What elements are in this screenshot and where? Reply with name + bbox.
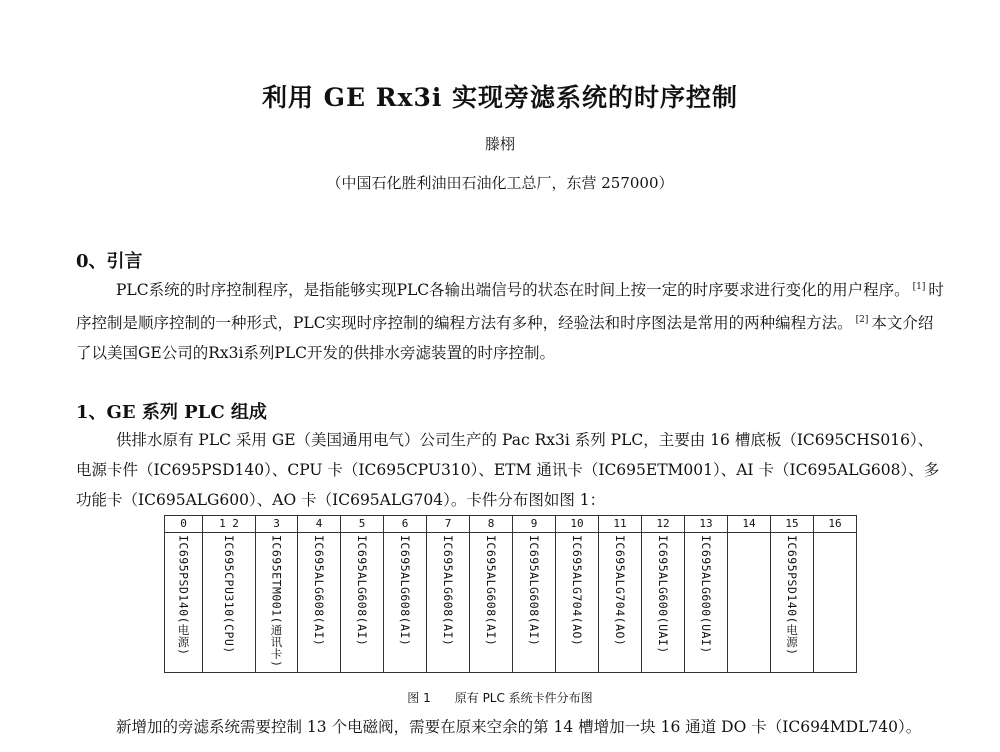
slot-card-label: IC695ALG608(AI) xyxy=(441,535,455,647)
slot-number-row xyxy=(165,516,857,533)
figure-caption-number: 图 1 xyxy=(407,691,431,705)
slot-card-label: IC695ALG704(AO) xyxy=(613,535,627,647)
slot-number-cell xyxy=(165,516,203,533)
slot-label-row xyxy=(165,533,857,673)
slot-number: 0 xyxy=(180,517,187,530)
slot-number-cell xyxy=(470,516,513,533)
slot-number: 6 xyxy=(401,517,409,530)
slot-card-cell xyxy=(814,533,857,673)
slot-card-label: IC695ALG608(AI) xyxy=(398,535,412,647)
citation-2[interactable]: [2] xyxy=(855,315,869,326)
slot-card-label: IC695PSD140(电源) xyxy=(785,535,799,656)
slot-number: 5 xyxy=(358,517,366,530)
slot-number-cell xyxy=(556,516,599,533)
slot-card-label: IC695ETM001(通讯卡) xyxy=(269,535,284,668)
slot-number: 13 xyxy=(699,517,713,530)
slot-card-cell xyxy=(685,533,728,673)
figure-1-caption xyxy=(0,689,1000,706)
intro-text-part-2: 时序控制是顺序控制的一种形式，PLC实现时序控制的编程方法有多种，经验法和时序图法是常用的两种编程方法。 xyxy=(76,281,944,333)
introduction-paragraph xyxy=(76,272,946,368)
slot-number-cell xyxy=(814,516,857,533)
figure-1 xyxy=(164,515,857,673)
slot-number: 16 xyxy=(828,517,842,530)
slot-number: 7 xyxy=(444,517,452,530)
slot-number: 15 xyxy=(785,517,799,530)
intro-text-part-1: PLC系统的时序控制程序，是指能够实现PLC各输出端信号的状态在时间上按一定的时序要求进行变化的用户程序。 xyxy=(116,281,910,300)
slot-number-cell xyxy=(728,516,771,533)
slot-card-cell xyxy=(599,533,642,673)
citation-1[interactable]: [1] xyxy=(912,282,926,292)
slot-number: 9 xyxy=(530,517,538,530)
slot-card-cell xyxy=(298,533,341,673)
slot-number-cell xyxy=(427,516,470,533)
slot-card-label: IC695ALG600(UAI) xyxy=(656,535,670,654)
section-heading-plc-composition: 1、GE 系列 PLC 组成 xyxy=(76,402,267,423)
intro-text-part-3: 本文介绍了以美国GE公司的Rx3i系列PLC开发的供排水旁滤装置的时序控制。 xyxy=(76,314,934,363)
slot-card-label: IC695ALG704(AO) xyxy=(570,535,584,647)
slot-number: 1 2 xyxy=(219,517,239,530)
slot-card-label: IC695ALG600(UAI) xyxy=(699,535,713,654)
slot-card-cell xyxy=(771,533,814,673)
slot-card-cell xyxy=(341,533,384,673)
slot-card-label: IC695PSD140(电源) xyxy=(176,535,191,656)
slot-number: 4 xyxy=(315,517,323,530)
slot-card-cell xyxy=(556,533,599,673)
slot-card-label: IC695ALG608(AI) xyxy=(527,535,541,647)
slot-card-cell xyxy=(256,533,298,673)
slot-card-label: IC695ALG608(AI) xyxy=(484,535,498,647)
slot-card-cell xyxy=(728,533,771,673)
slot-card-cell xyxy=(203,533,256,673)
slot-card-cell xyxy=(642,533,685,673)
slot-number-cell xyxy=(256,516,298,533)
slot-number: 14 xyxy=(742,517,756,530)
slot-number-cell xyxy=(685,516,728,533)
section-heading-introduction: 0、引言 xyxy=(76,251,143,272)
slot-number-cell xyxy=(513,516,556,533)
slot-number-cell xyxy=(384,516,427,533)
do-card-paragraph: 新增加的旁滤系统需要控制 13 个电磁阀，需要在原来空余的第 14 槽增加一块 16 通道 DO 卡（IC694MDL740）。 xyxy=(116,718,922,736)
slot-number-cell xyxy=(642,516,685,533)
card-layout-table xyxy=(164,515,857,673)
figure-caption-text: 原有 PLC 系统卡件分布图 xyxy=(454,691,593,705)
slot-card-cell xyxy=(470,533,513,673)
slot-number: 10 xyxy=(570,517,584,530)
plc-composition-paragraph: 供排水原有 PLC 采用 GE（美国通用电气）公司生产的 Pac Rx3i 系列 PLC，主要由 16 槽底板（IC695CHS016）、电源卡件（IC695PSD140）、CPU 卡（IC695CPU310）、ETM 通讯卡（IC695ETM001）、AI 卡（IC695ALG608）、多功能卡（IC695ALG600）、AO 卡（IC695ALG704）。卡件分布图如图 1： xyxy=(76,431,940,509)
slot-number-cell xyxy=(771,516,814,533)
author-affiliation: （中国石化胜利油田石油化工总厂，东营 257000） xyxy=(326,174,674,192)
author-name: 滕栩 xyxy=(484,135,515,153)
slot-card-label: IC695ALG608(AI) xyxy=(355,535,369,647)
slot-number: 12 xyxy=(656,517,670,530)
slot-card-label: IC695CPU310(CPU) xyxy=(222,535,236,654)
slot-card-cell xyxy=(165,533,203,673)
slot-number-cell xyxy=(298,516,341,533)
slot-number: 3 xyxy=(273,517,280,530)
slot-number: 11 xyxy=(613,517,627,530)
slot-card-cell xyxy=(513,533,556,673)
paper-title: 利用 GE Rx3i 实现旁滤系统的时序控制 xyxy=(261,83,739,112)
slot-number: 8 xyxy=(487,517,495,530)
slot-card-cell xyxy=(384,533,427,673)
slot-card-cell xyxy=(427,533,470,673)
slot-number-cell xyxy=(341,516,384,533)
slot-card-label: IC695ALG608(AI) xyxy=(312,535,326,647)
slot-number-cell xyxy=(599,516,642,533)
slot-number-cell xyxy=(203,516,256,533)
